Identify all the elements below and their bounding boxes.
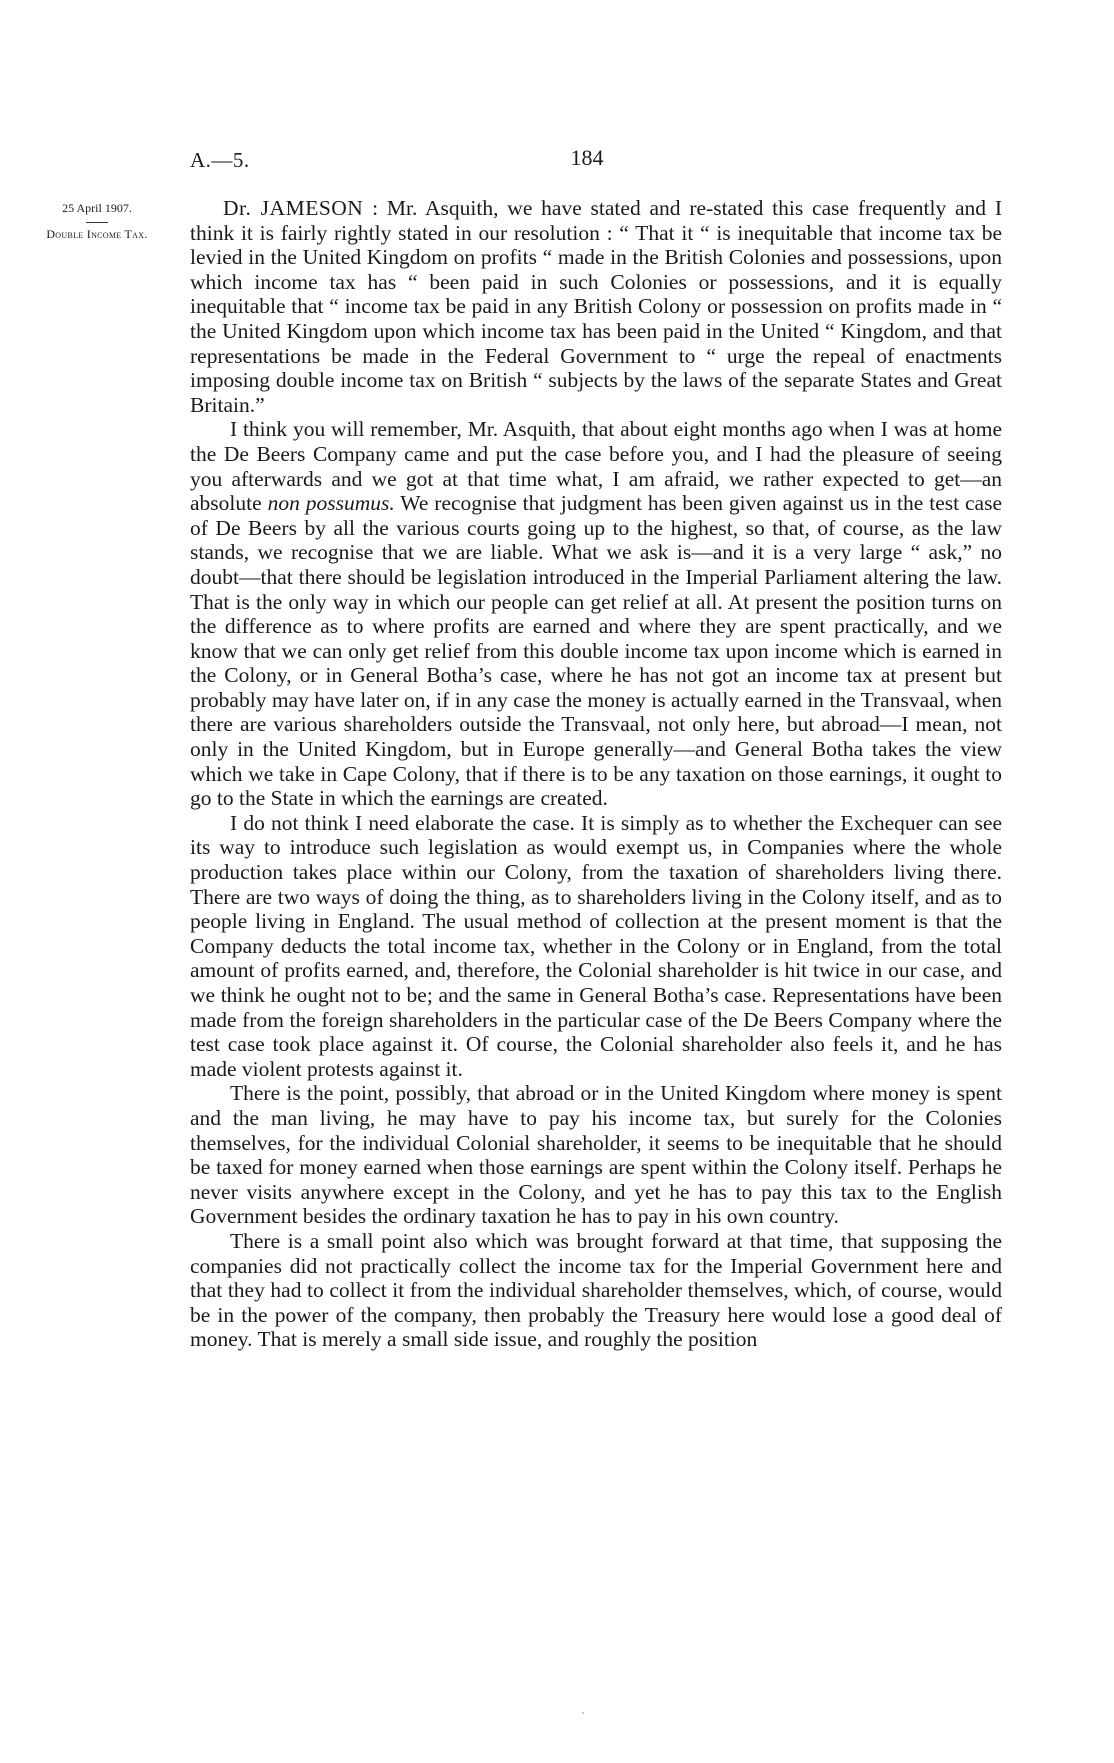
page-number: 184	[570, 145, 604, 170]
paragraph-4: There is the point, possibly, that abroad or in the United Kingdom where money is spent and the man living, he may have to pay his income tax, but surely for the Colonies themselves, for the individual Colonial shareholder, it seems to be inequitable that he should be taxed for money earned when those earnings are spent within the Colony itself. Perhaps he never visits anywhere except in the Colony, and yet he has to pay this tax to the English Government besides the ordinary taxation he has to pay in his own country.	[190, 1081, 1002, 1229]
paragraph-5: There is a small point also which was brought forward at that time, that supposing the companies did not practically collect the income tax for the Imperial Government here and that they had to collect it from the individual shareholder themselves, which, of course, would be in the power of the company, then probably the Treasury here would lose a good deal of money. That is merely a small side issue, and roughly the position	[190, 1228, 1002, 1352]
paragraph-2	[190, 417, 1002, 811]
margin-divider	[86, 222, 108, 223]
paragraph-3: I do not think I need elaborate the case. It is simply as to whether the Exchequer can see its way to introduce such legislation as would exempt us, in Companies where the whole production takes place within our Colony, from the taxation of shareholders living there. There are two ways of doing the thing, as to shareholders living in the Colony itself, and as to people living in England. The usual method of collection at the present moment is that the Company deducts the total income tax, whether in the Colony or in England, from the total amount of profits earned, and, therefore, the Colonial shareholder is hit twice in our case, and we think he ought not to be; and the same in General Botha’s case. Representations have been made from the foreign shareholders in the particular case of the De Beers Company where the test case took place against it. Of course, the Colonial shareholder also feels it, and he has made violent protests against it.	[190, 810, 1002, 1081]
paragraph-2-text-before: I think you will remember, Mr. Asquith, that about eight months ago when I was at home the De Beers Company came and put the case before you, and I had the pleasure of seeing you afterwards and we got at that time what, I am afraid, we rather expected to get—an absolute	[190, 417, 1002, 516]
scan-speck	[582, 1712, 584, 1714]
paragraph-1	[190, 196, 1002, 417]
paragraph-1-text: : Mr. Asquith, we have stated and re-stated this case frequently and I think it is fairly rightly stated in our resolution : “ That it “ is inequitable that income tax be levied in the United Kingdom on profits “ made in the British Colonies and possessions, upon which income tax has “ been paid in such Colonies or possessions, and it is equally inequitable that “ income tax be paid in any British Colony or possession on profits made in “ the United Kingdom upon which income tax has been paid in the United “ Kingdom, and that representations be made in the Federal Government to “ urge the repeal of enactments imposing double income tax on British “ subjects by the laws of the separate States and Great Britain.”	[190, 196, 1003, 417]
body-text	[190, 196, 1002, 1352]
document-reference: A.—5.	[190, 148, 250, 172]
speaker-name: Dr. JAMESON	[223, 196, 364, 220]
paragraph-2-italic: non possumus.	[267, 491, 395, 516]
margin-note	[22, 200, 172, 242]
margin-date: 25 April 1907.	[62, 201, 132, 215]
paragraph-2-text-after: We recognise that judgment has been given against us in the test case of De Beers by all the various courts going up to the highest, so that, of course, as the law stands, we recognise that we are liable. What we ask is—and it is a very large “ ask,” no doubt—that there should be legislation introduced in the Imperial Parliament altering the law. That is the only way in which our people can get relief at all. At present the position turns on the difference as to where profits are earned and where they are spent practically, and we know that we can only get relief from this double income tax upon income which is earned in the Colony, or in General Botha’s case, where he has not got an income tax at present but probably may have later on, if in any case the money is actually earned in the Transvaal, when there are various shareholders outside the Transvaal, not only here, but abroad—I mean, not only in the United Kingdom, but in Europe generally—and General Botha takes the view which we take in Cape Colony, that if there is to be any taxation on those earnings, it ought to go to the State in which the earnings are created.	[190, 491, 1002, 811]
margin-subject: Double Income Tax.	[46, 227, 148, 241]
